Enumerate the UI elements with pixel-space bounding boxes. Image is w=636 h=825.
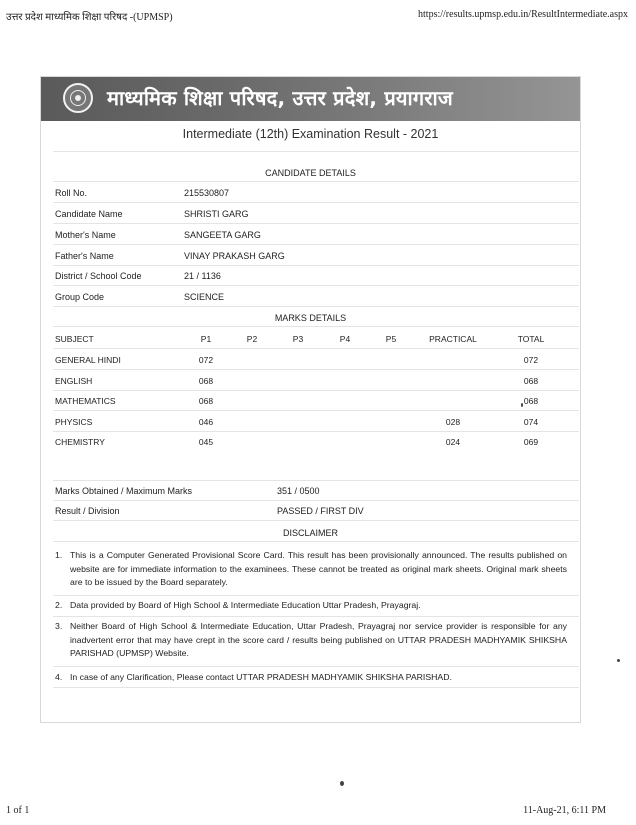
- column-header-p4: P4: [339, 334, 351, 344]
- p1-marks: 072: [198, 355, 214, 365]
- print-page-url: https://results.upmsp.edu.in/ResultIntermediate.aspx: [418, 9, 628, 20]
- board-name: माध्यमिक शिक्षा परिषद, उत्तर प्रदेश, प्रयागराज: [107, 86, 453, 110]
- candidate-name-value: SHRISTI GARG: [184, 209, 249, 219]
- scan-speck: [521, 403, 523, 407]
- total-marks: 074: [523, 417, 539, 427]
- practical-marks: 028: [445, 417, 461, 427]
- candidate-name-label: Candidate Name: [55, 209, 123, 219]
- print-header: [6, 9, 630, 23]
- result-division-label: Result / Division: [55, 506, 120, 516]
- district-school-code-value: 21 / 1136: [184, 271, 221, 281]
- board-banner: [41, 77, 580, 121]
- column-header-p5: P5: [385, 334, 397, 344]
- district-school-code-label: District / School Code: [55, 271, 142, 281]
- column-header-subject: SUBJECT: [55, 334, 94, 344]
- column-header-practical: PRACTICAL: [429, 334, 477, 344]
- result-division-value: PASSED / FIRST DIV: [277, 506, 364, 516]
- candidate-details-heading: CANDIDATE DETAILS: [265, 168, 356, 178]
- father-name-value: VINAY PRAKASH GARG: [184, 251, 285, 261]
- column-header-p1: P1: [200, 334, 212, 344]
- group-code-label: Group Code: [55, 292, 105, 302]
- list-item: 3. Neither Board of High School & Intermediate Education, Uttar Pradesh, Prayagraj nor service provider is responsible for any inadvertent error that may have crept in the score card / results being published on UTTAR PRADESH MADHYAMIK SHIKSHA PARISHAD (UPMSP) Website.: [55, 621, 567, 658]
- total-marks: 069: [523, 437, 539, 447]
- mother-name-value: SANGEETA GARG: [184, 230, 261, 240]
- print-footer: [6, 805, 630, 819]
- subject-name: GENERAL HINDI: [55, 355, 121, 365]
- p1-marks: 068: [198, 376, 214, 386]
- subject-name: ENGLISH: [55, 376, 93, 386]
- list-item: 1. This is a Computer Generated Provisional Score Card. This result has been provisionally announced. The results published on website are for immediate information to the examinees. These cannot be treated as original mark sheets. Original mark sheets are to be issued by the Board separately.: [55, 550, 567, 587]
- up-government-emblem-icon: [63, 83, 93, 113]
- subject-name: CHEMISTRY: [55, 437, 105, 447]
- roll-no-label: Roll No.: [55, 188, 88, 198]
- column-header-p3: P3: [292, 334, 304, 344]
- p1-marks: 068: [198, 396, 214, 406]
- father-name-label: Father's Name: [55, 251, 114, 261]
- divider: [53, 151, 579, 152]
- column-header-total: TOTAL: [517, 334, 545, 344]
- print-page-title: उत्तर प्रदेश माध्यमिक शिक्षा परिषद -(UPMSP): [6, 12, 173, 23]
- marks-obtained-value: 351 / 0500: [277, 486, 320, 496]
- result-sheet: [40, 76, 581, 723]
- subject-name: MATHEMATICS: [55, 396, 116, 406]
- roll-no-value: 215530807: [184, 188, 230, 198]
- total-marks: 068: [523, 396, 539, 406]
- scan-speck: [617, 659, 620, 662]
- list-item: 2. Data provided by Board of High School & Intermediate Education Uttar Pradesh, Prayagraj.: [55, 600, 421, 610]
- marks-details-heading: MARKS DETAILS: [274, 313, 347, 323]
- total-marks: 072: [523, 355, 539, 365]
- scan-speck: [340, 781, 344, 786]
- subject-name: PHYSICS: [55, 417, 93, 427]
- group-code-value: SCIENCE: [184, 292, 225, 302]
- divider: [53, 181, 579, 182]
- practical-marks: 024: [445, 437, 461, 447]
- page-count: 1 of 1: [6, 805, 30, 816]
- p1-marks: 045: [198, 437, 214, 447]
- marks-obtained-label: Marks Obtained / Maximum Marks: [55, 486, 193, 496]
- total-marks: 068: [523, 376, 539, 386]
- p1-marks: 046: [198, 417, 214, 427]
- column-header-p2: P2: [246, 334, 258, 344]
- print-timestamp: 11-Aug-21, 6:11 PM: [523, 805, 606, 816]
- exam-title: Intermediate (12th) Examination Result - 2021: [182, 127, 439, 141]
- disclaimer-heading: DISCLAIMER: [282, 528, 338, 538]
- list-item: 4. In case of any Clarification, Please contact UTTAR PRADESH MADHYAMIK SHIKSHA PARISHAD.: [55, 672, 452, 682]
- mother-name-label: Mother's Name: [55, 230, 116, 240]
